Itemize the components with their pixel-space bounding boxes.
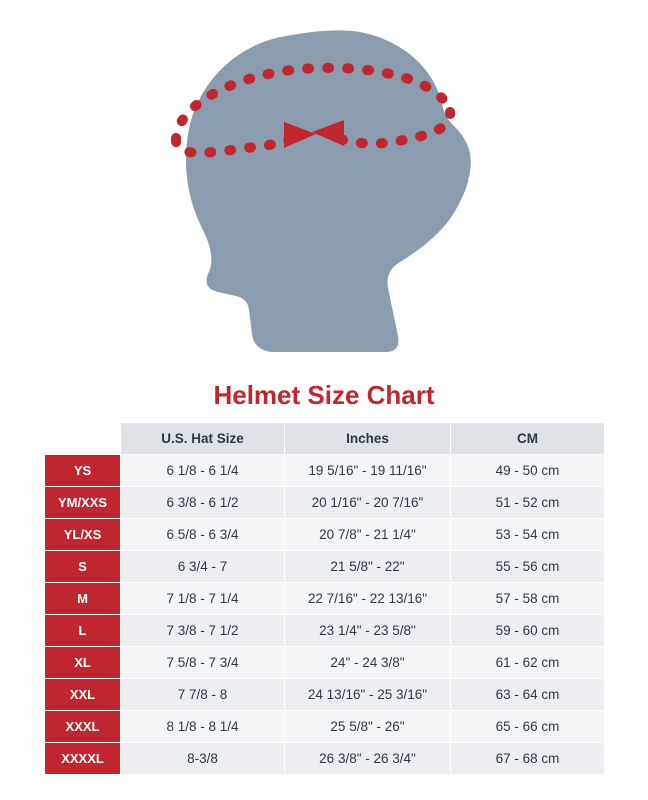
row-inches: 19 5/16" - 19 11/16" [285,455,451,487]
table-row [45,487,605,519]
size-chart-table [44,422,605,775]
row-cm: 67 - 68 cm [451,743,605,775]
row-inches: 22 7/16" - 22 13/16" [285,583,451,615]
row-inches: 24 13/16" - 25 3/16" [285,679,451,711]
row-hat-size: 8-3/8 [121,743,285,775]
row-size-label: S [45,551,121,583]
row-inches: 24" - 24 3/8" [285,647,451,679]
row-hat-size: 7 7/8 - 8 [121,679,285,711]
row-hat-size: 7 5/8 - 7 3/4 [121,647,285,679]
table-header-corner [45,423,121,455]
row-cm: 51 - 52 cm [451,487,605,519]
size-chart-table-container [44,422,604,775]
row-cm: 49 - 50 cm [451,455,605,487]
row-hat-size: 6 3/8 - 6 1/2 [121,487,285,519]
row-cm: 63 - 64 cm [451,679,605,711]
row-cm: 57 - 58 cm [451,583,605,615]
row-size-label: YM/XXS [45,487,121,519]
row-inches: 20 7/8" - 21 1/4" [285,519,451,551]
row-size-label: XXXXL [45,743,121,775]
row-cm: 65 - 66 cm [451,711,605,743]
row-size-label: L [45,615,121,647]
row-hat-size: 8 1/8 - 8 1/4 [121,711,285,743]
row-inches: 21 5/8" - 22" [285,551,451,583]
table-row [45,647,605,679]
table-row [45,615,605,647]
table-row [45,455,605,487]
head-measurement-illustration [0,0,648,360]
row-inches: 20 1/16" - 20 7/16" [285,487,451,519]
row-hat-size: 6 5/8 - 6 3/4 [121,519,285,551]
row-hat-size: 7 1/8 - 7 1/4 [121,583,285,615]
row-size-label: XXL [45,679,121,711]
page-title: Helmet Size Chart [213,380,435,410]
row-size-label: YS [45,455,121,487]
row-cm: 55 - 56 cm [451,551,605,583]
row-hat-size: 6 1/8 - 6 1/4 [121,455,285,487]
table-header-inches: Inches [285,423,451,455]
row-inches: 25 5/8" - 26" [285,711,451,743]
row-cm: 53 - 54 cm [451,519,605,551]
table-row [45,583,605,615]
row-cm: 61 - 62 cm [451,647,605,679]
row-inches: 26 3/8" - 26 3/4" [285,743,451,775]
row-hat-size: 7 3/8 - 7 1/2 [121,615,285,647]
table-header [45,423,605,455]
table-row [45,711,605,743]
row-size-label: M [45,583,121,615]
row-size-label: XXXL [45,711,121,743]
table-row [45,743,605,775]
table-header-hat-size: U.S. Hat Size [121,423,285,455]
row-inches: 23 1/4" - 23 5/8" [285,615,451,647]
table-header-row [45,423,605,455]
head-measurement-icon [0,0,648,360]
table-body [45,455,605,775]
table-row [45,551,605,583]
table-header-cm: CM [451,423,605,455]
table-row [45,679,605,711]
row-size-label: XL [45,647,121,679]
row-hat-size: 6 3/4 - 7 [121,551,285,583]
row-cm: 59 - 60 cm [451,615,605,647]
table-row [45,519,605,551]
row-size-label: YL/XS [45,519,121,551]
